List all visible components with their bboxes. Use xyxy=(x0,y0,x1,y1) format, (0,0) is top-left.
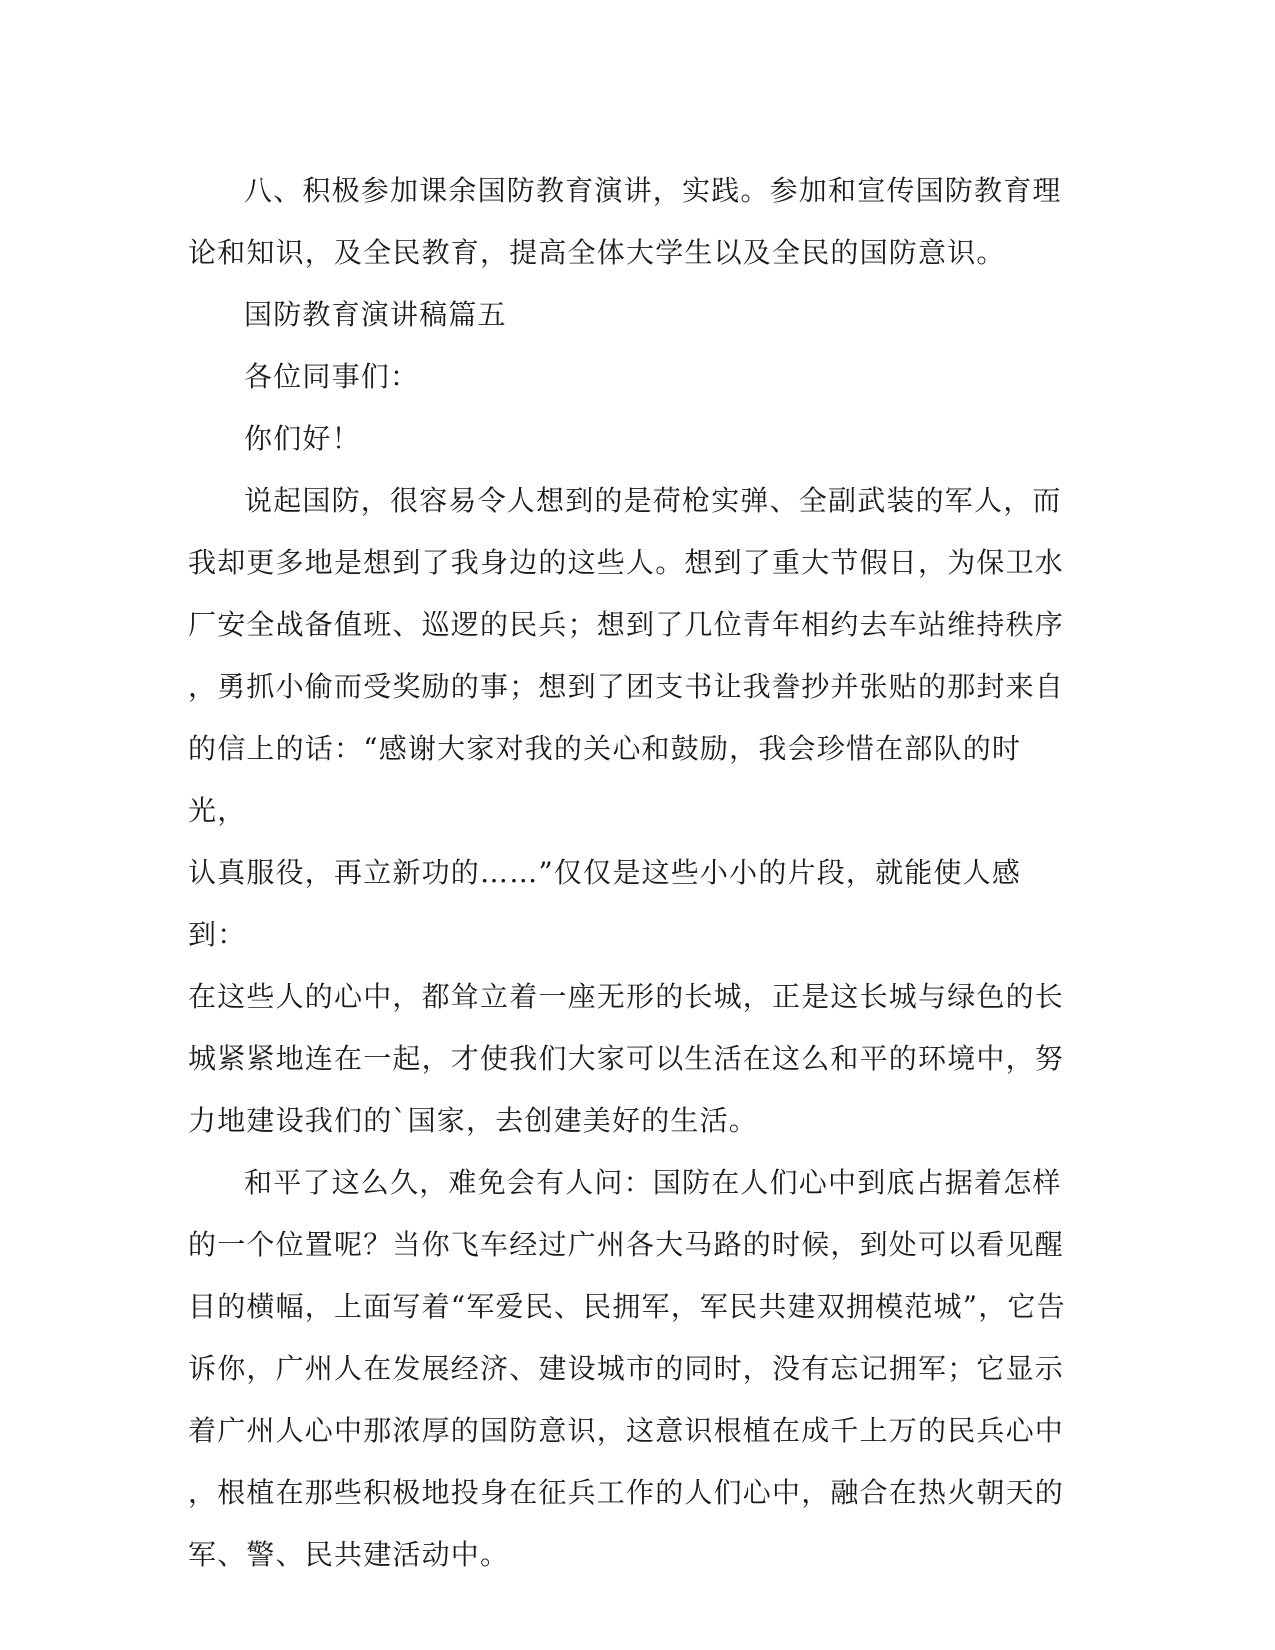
body-paragraph: 和平了这么久，难免会有人问：国防在人们心中到底占据着怎样 的一个位置呢？当你飞车经过广州各大马路的时候，到处可以看见醒 目的横幅，上面写着“军爱民、民拥军，军民共建双拥模范城”，它告 诉你，广州人在发展经济、建设城市的同时，没有忘记拥军；它显示 着广州人心中那浓厚的国防意识，这意识根植在成千上万的民兵心中 ，根植在那些积极地投身在征兵工作的人们心中，融合在热火朝天的 军、警、民共建活动中。 xyxy=(188,1166,1066,1571)
paragraph-item-eight: 八、积极参加课余国防教育演讲，实践。参加和宣传国防教育理 论和知识，及全民教育，提高全体大学生以及全民的国防意识。 xyxy=(188,174,1062,269)
document-body xyxy=(188,160,1078,1586)
greeting: 你们好！ xyxy=(244,422,361,455)
body-paragraph: 说起国防，很容易令人想到的是荷枪实弹、全副武装的军人，而 我却更多地是想到了我身边的这些人。想到了重大节假日，为保卫水 厂安全战备值班、巡逻的民兵；想到了几位青年相约去车站维持秩序 ，勇抓小偷而受奖励的事；想到了团支书让我誊抄并张贴的那封来自 的信上的话：“感谢大家对我的关心和鼓励，我会珍惜在部队的时光， 认真服役，再立新功的……”仅仅是这些小小的片段，就能使人感到： 在这些人的心中，都耸立着一座无形的长城，正是这长城与绿色的长 城紧紧地连在一起，才使我们大家可以生活在这么和平的环境中，努 力地建设我们的`国家，去创建美好的生活。 xyxy=(188,484,1065,1137)
section-heading: 国防教育演讲稿篇五 xyxy=(244,298,507,331)
salutation: 各位同事们： xyxy=(244,360,420,393)
